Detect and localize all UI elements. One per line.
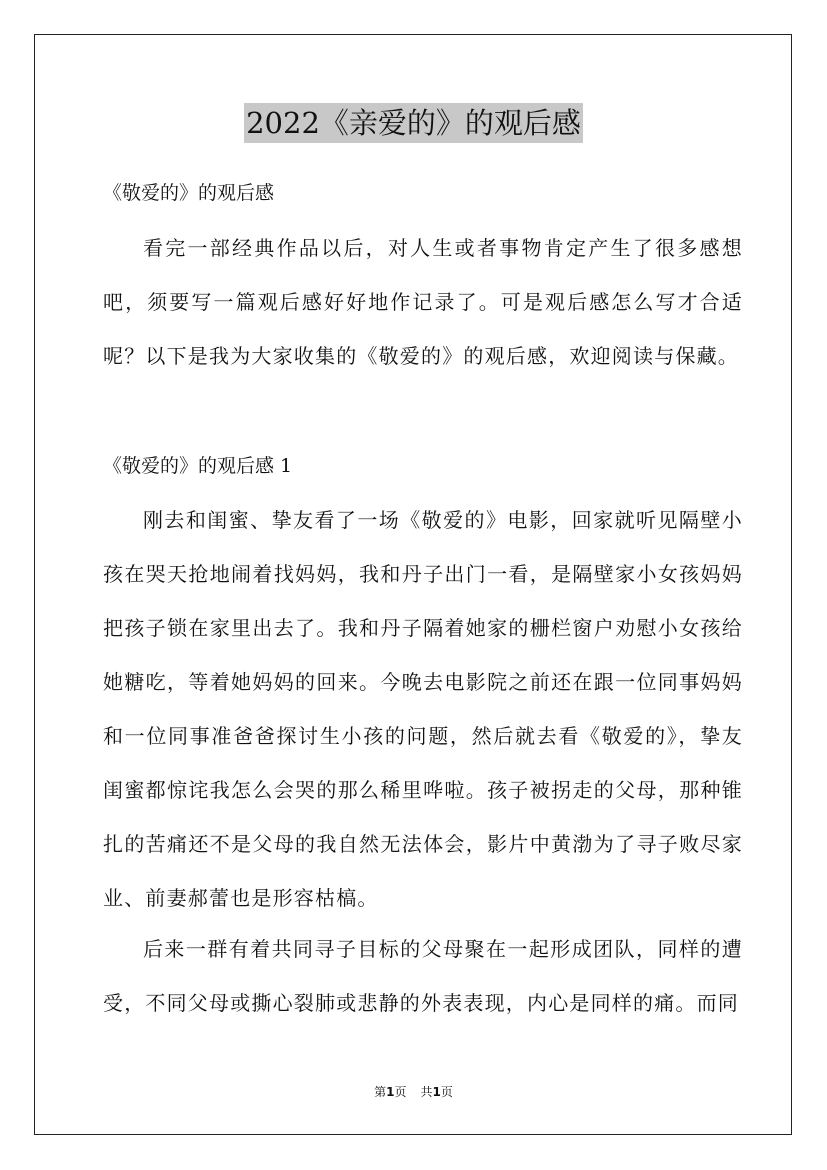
footer-page-prefix: 第 xyxy=(374,1085,387,1099)
section-1-paragraph-2: 后来一群有着共同寻子目标的父母聚在一起形成团队，同样的遭受，不同父母或撕心裂肺或悲静的外表表现，内心是同样的痛。而同 xyxy=(103,937,743,1015)
footer-total-prefix: 共 xyxy=(420,1085,433,1099)
intro-paragraph: 看完一部经典作品以后，对人生或者事物肯定产生了很多感想吧，须要写一篇观后感好好地作记录了。可是观后感怎么写才合适呢？以下是我为大家收集的《敬爱的》的观后感，欢迎阅读与保藏。 xyxy=(103,236,743,368)
footer-total-pages: 1 xyxy=(432,1085,441,1099)
footer-page-suffix: 页 xyxy=(394,1085,407,1099)
intro-subheading: 《敬爱的》的观后感 xyxy=(103,182,275,204)
section-1-paragraph-1: 刚去和闺蜜、挚友看了一场《敬爱的》电影，回家就听见隔壁小孩在哭天抢地闹着找妈妈，我和丹子出门一看，是隔壁家小女孩妈妈把孩子锁在家里出去了。我和丹子隔着她家的栅栏窗户劝慰小女孩给她糖吃，等着她妈妈的回来。今晚去电影院之前还在跟一位同事妈妈和一位同事准爸爸探讨生小孩的问题，然后就去看《敬爱的》，挚友闺蜜都惊诧我怎么会哭的那么稀里哗啦。孩子被拐走的父母，那种锥扎的苦痛还不是父母的我自然无法体会，影片中黄渤为了寻子败尽家业、前妻郝蕾也是形容枯槁。 xyxy=(103,508,743,910)
document-title xyxy=(0,103,827,143)
footer-total-suffix: 页 xyxy=(440,1085,453,1099)
footer-page-number: 1 xyxy=(386,1085,395,1099)
page-footer xyxy=(0,1085,827,1099)
document-title-text: 2022《亲爱的》的观后感 xyxy=(244,103,583,143)
section-1-subheading: 《敬爱的》的观后感 1 xyxy=(103,455,293,477)
